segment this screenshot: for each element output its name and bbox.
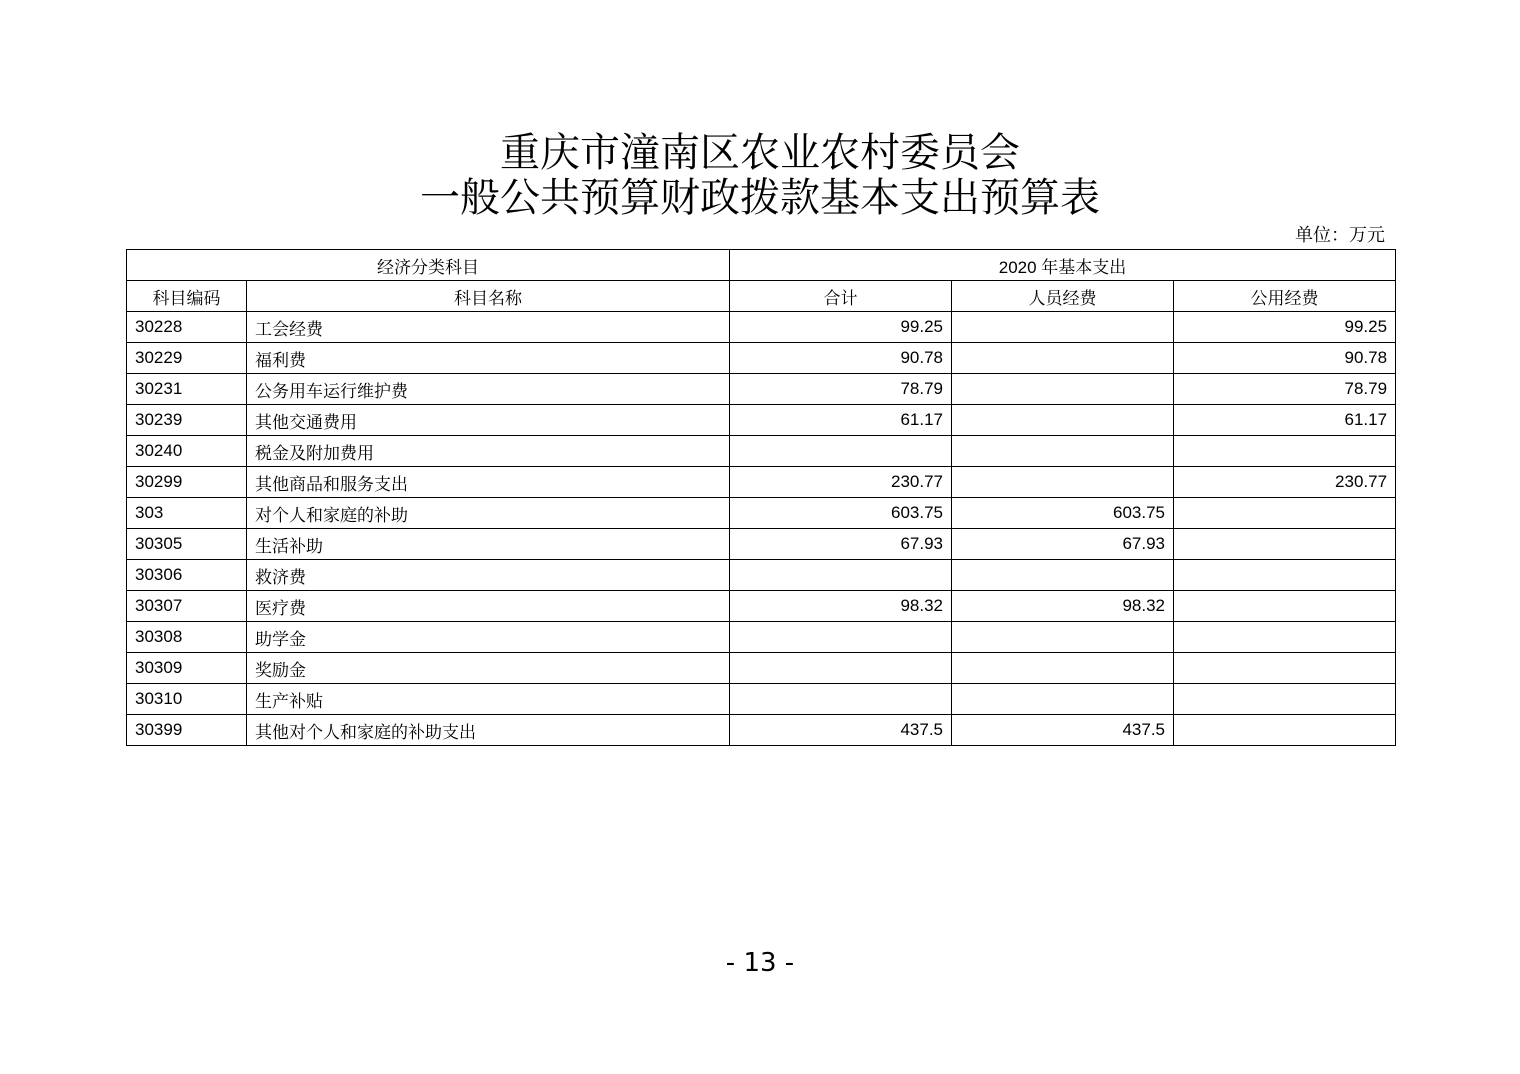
row-public [1174,622,1396,653]
row-personnel [952,653,1174,684]
row-total [730,684,952,715]
document-title-line1: 重庆市潼南区农业农村委员会 [500,130,1020,176]
header-column-row [127,281,1396,312]
document-title-line2: 一般公共预算财政拨款基本支出预算表 [420,175,1100,221]
budget-table [126,249,1396,746]
table-row [127,436,1396,467]
row-total [730,436,952,467]
row-name: 对个人和家庭的补助 [247,498,730,529]
row-code: 30309 [127,653,247,684]
table-row [127,529,1396,560]
row-public [1174,498,1396,529]
row-total [730,622,952,653]
row-total: 437.5 [730,715,952,746]
row-code: 30231 [127,374,247,405]
row-name: 生活补助 [247,529,730,560]
row-name: 其他交通费用 [247,405,730,436]
row-public [1174,591,1396,622]
table-row [127,498,1396,529]
row-name: 税金及附加费用 [247,436,730,467]
table-row [127,374,1396,405]
table-row [127,622,1396,653]
table-row [127,467,1396,498]
page-number: - 13 - [725,948,795,978]
row-personnel [952,467,1174,498]
row-code: 30299 [127,467,247,498]
row-public: 61.17 [1174,405,1396,436]
row-code: 30310 [127,684,247,715]
row-personnel [952,374,1174,405]
row-name: 医疗费 [247,591,730,622]
row-public [1174,684,1396,715]
row-public [1174,436,1396,467]
row-total: 98.32 [730,591,952,622]
row-public: 78.79 [1174,374,1396,405]
row-public: 90.78 [1174,343,1396,374]
row-personnel [952,405,1174,436]
row-personnel [952,684,1174,715]
row-total: 67.93 [730,529,952,560]
header-total: 合计 [730,281,952,312]
row-public [1174,715,1396,746]
row-name: 救济费 [247,560,730,591]
row-total: 603.75 [730,498,952,529]
row-personnel: 67.93 [952,529,1174,560]
row-personnel: 98.32 [952,591,1174,622]
row-public: 230.77 [1174,467,1396,498]
table-row [127,343,1396,374]
row-total: 90.78 [730,343,952,374]
row-code: 30308 [127,622,247,653]
table-row [127,653,1396,684]
table-row [127,591,1396,622]
row-total [730,560,952,591]
table-row [127,312,1396,343]
row-total [730,653,952,684]
header-economic-classification: 经济分类科目 [127,250,730,281]
row-public [1174,560,1396,591]
table-row [127,715,1396,746]
row-code: 30240 [127,436,247,467]
row-code: 30229 [127,343,247,374]
row-name: 福利费 [247,343,730,374]
row-public: 99.25 [1174,312,1396,343]
row-public [1174,529,1396,560]
row-name: 工会经费 [247,312,730,343]
row-code: 30239 [127,405,247,436]
row-personnel: 437.5 [952,715,1174,746]
unit-label: 单位：万元 [1295,225,1385,246]
row-total: 230.77 [730,467,952,498]
header-personnel: 人员经费 [952,281,1174,312]
header-group-row [127,250,1396,281]
row-code: 303 [127,498,247,529]
row-code: 30305 [127,529,247,560]
table-row [127,405,1396,436]
row-code: 30399 [127,715,247,746]
row-personnel [952,560,1174,591]
row-code: 30306 [127,560,247,591]
row-code: 30307 [127,591,247,622]
row-name: 其他对个人和家庭的补助支出 [247,715,730,746]
row-code: 30228 [127,312,247,343]
header-public: 公用经费 [1174,281,1396,312]
row-total: 99.25 [730,312,952,343]
table-row [127,560,1396,591]
row-personnel [952,343,1174,374]
row-name: 奖励金 [247,653,730,684]
row-personnel: 603.75 [952,498,1174,529]
header-basic-expenditure: 2020 年基本支出 [730,250,1396,281]
row-personnel [952,622,1174,653]
row-personnel [952,436,1174,467]
row-total: 78.79 [730,374,952,405]
header-name: 科目名称 [247,281,730,312]
row-name: 生产补贴 [247,684,730,715]
row-total: 61.17 [730,405,952,436]
row-name: 公务用车运行维护费 [247,374,730,405]
row-name: 其他商品和服务支出 [247,467,730,498]
table-row [127,684,1396,715]
row-personnel [952,312,1174,343]
header-code: 科目编码 [127,281,247,312]
row-name: 助学金 [247,622,730,653]
row-public [1174,653,1396,684]
